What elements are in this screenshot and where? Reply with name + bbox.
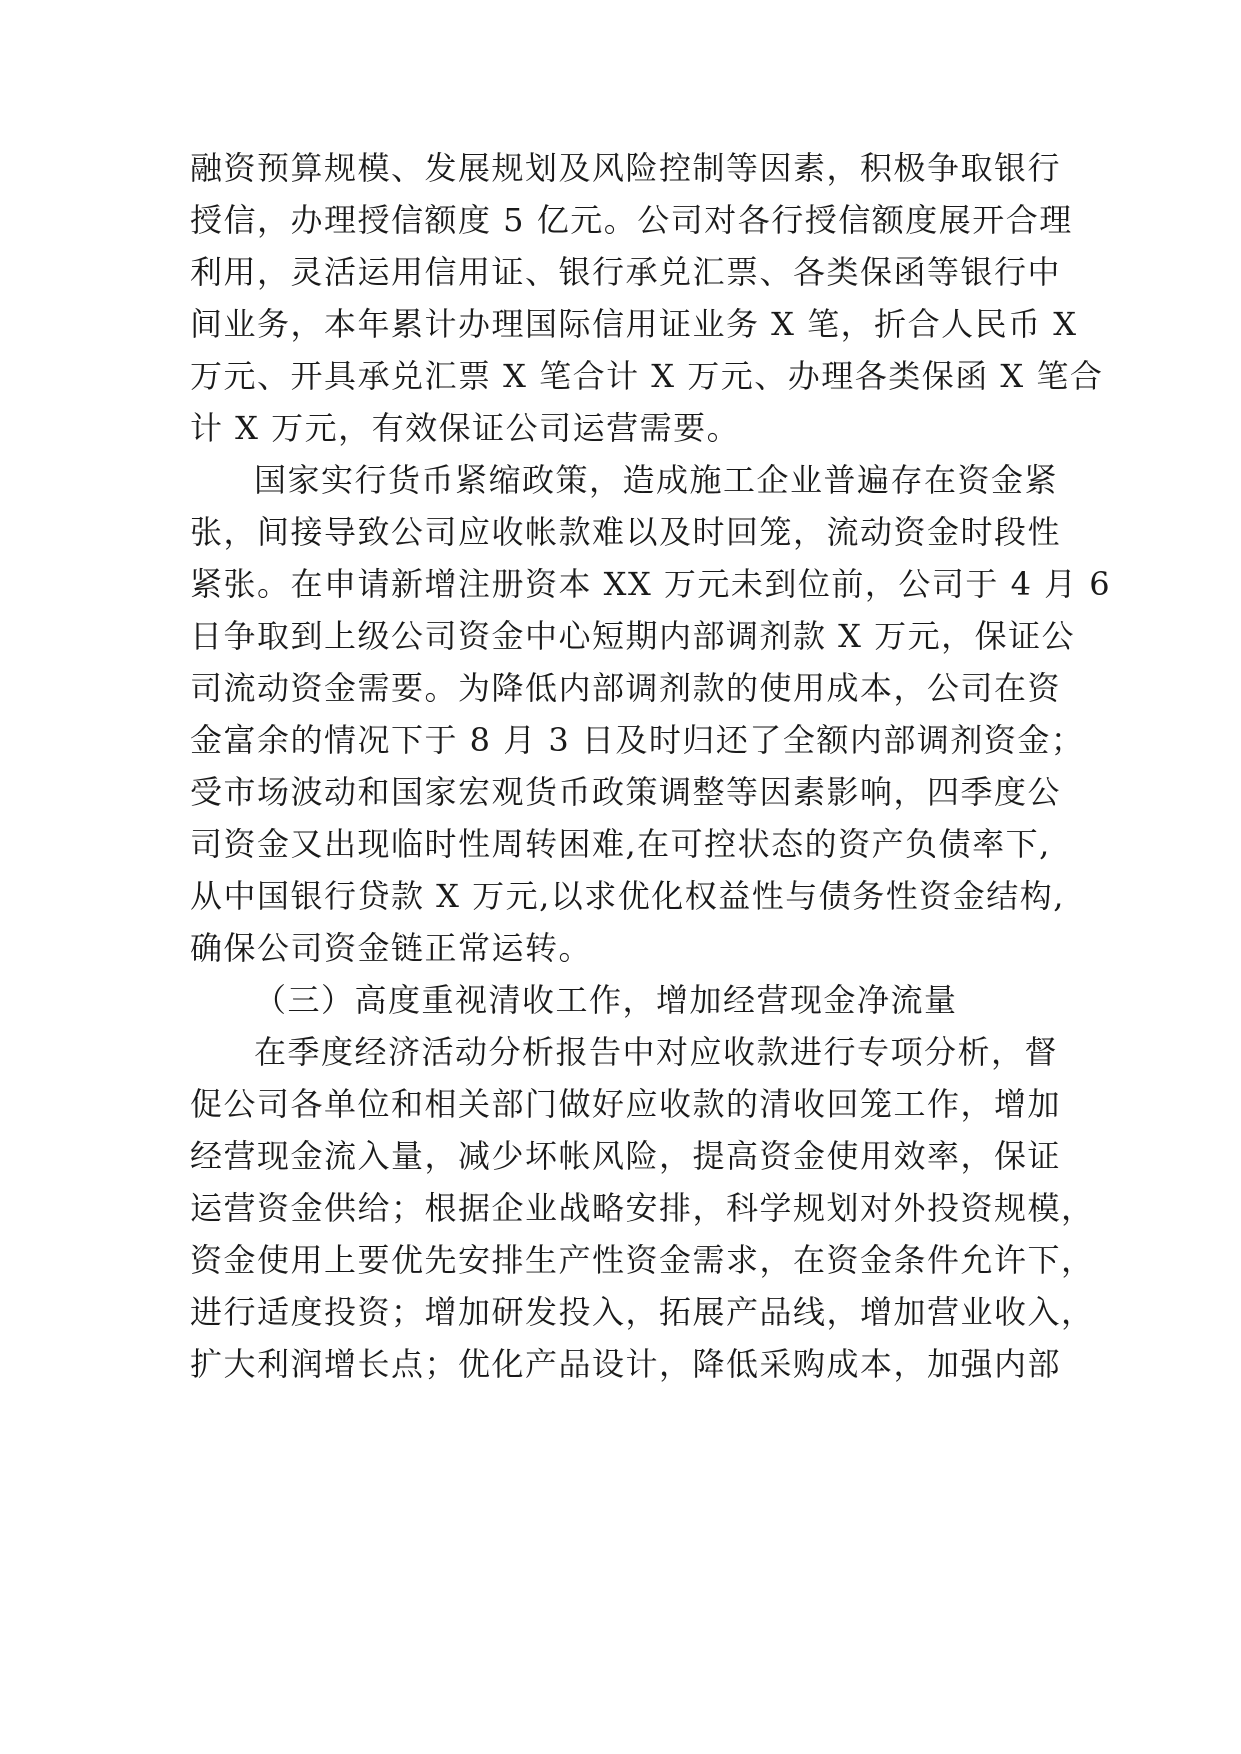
text-line: 运营资金供给；根据企业战略安排，科学规划对外投资规模， [190,1189,1095,1227]
text-line: 司资金又出现临时性周转困难,在可控状态的资产负债率下, [190,825,1051,863]
text-line: 进行适度投资；增加研发投入，拓展产品线，增加营业收入， [190,1293,1095,1331]
text-line: 受市场波动和国家宏观货币政策调整等因素影响，四季度公 [190,773,1062,811]
text-line: 利用，灵活运用信用证、银行承兑汇票、各类保函等银行中 [190,253,1062,291]
text-line: 在季度经济活动分析报告中对应收款进行专项分析，督 [254,1033,1059,1071]
text-line: 融资预算规模、发展规划及风险控制等因素，积极争取银行 [190,149,1062,187]
text-line: 从中国银行贷款 X 万元,以求优化权益性与债务性资金结构, [190,877,1065,915]
text-line: 计 X 万元，有效保证公司运营需要。 [190,409,741,447]
text-line: 间业务，本年累计办理国际信用证业务 X 笔，折合人民币 X [190,305,1078,343]
section-heading: （三）高度重视清收工作，增加经营现金净流量 [254,981,958,1019]
text-line: 万元、开具承兑汇票 X 笔合计 X 万元、办理各类保函 X 笔合 [190,357,1104,395]
text-line: 司流动资金需要。为降低内部调剂款的使用成本，公司在资 [190,669,1062,707]
text-line: 扩大利润增长点；优化产品设计，降低采购成本，加强内部 [190,1345,1062,1383]
text-line: 张，间接导致公司应收帐款难以及时回笼，流动资金时段性 [190,513,1062,551]
text-line: 金富余的情况下于 8 月 3 日及时归还了全额内部调剂资金； [190,721,1085,759]
text-line: 促公司各单位和相关部门做好应收款的清收回笼工作，增加 [190,1085,1062,1123]
text-line: 授信，办理授信额度 5 亿元。公司对各行授信额度展开合理 [190,201,1073,239]
text-line: 紧张。在申请新增注册资本 XX 万元未到位前，公司于 4 月 6 [190,565,1112,603]
text-line: 确保公司资金链正常运转。 [190,929,593,967]
text-line: 经营现金流入量，减少坏帐风险，提高资金使用效率，保证 [190,1137,1062,1175]
text-line: 资金使用上要优先安排生产性资金需求，在资金条件允许下， [190,1241,1095,1279]
text-line: 国家实行货币紧缩政策，造成施工企业普遍存在资金紧 [254,461,1059,499]
text-line: 日争取到上级公司资金中心短期内部调剂款 X 万元，保证公 [190,617,1076,655]
